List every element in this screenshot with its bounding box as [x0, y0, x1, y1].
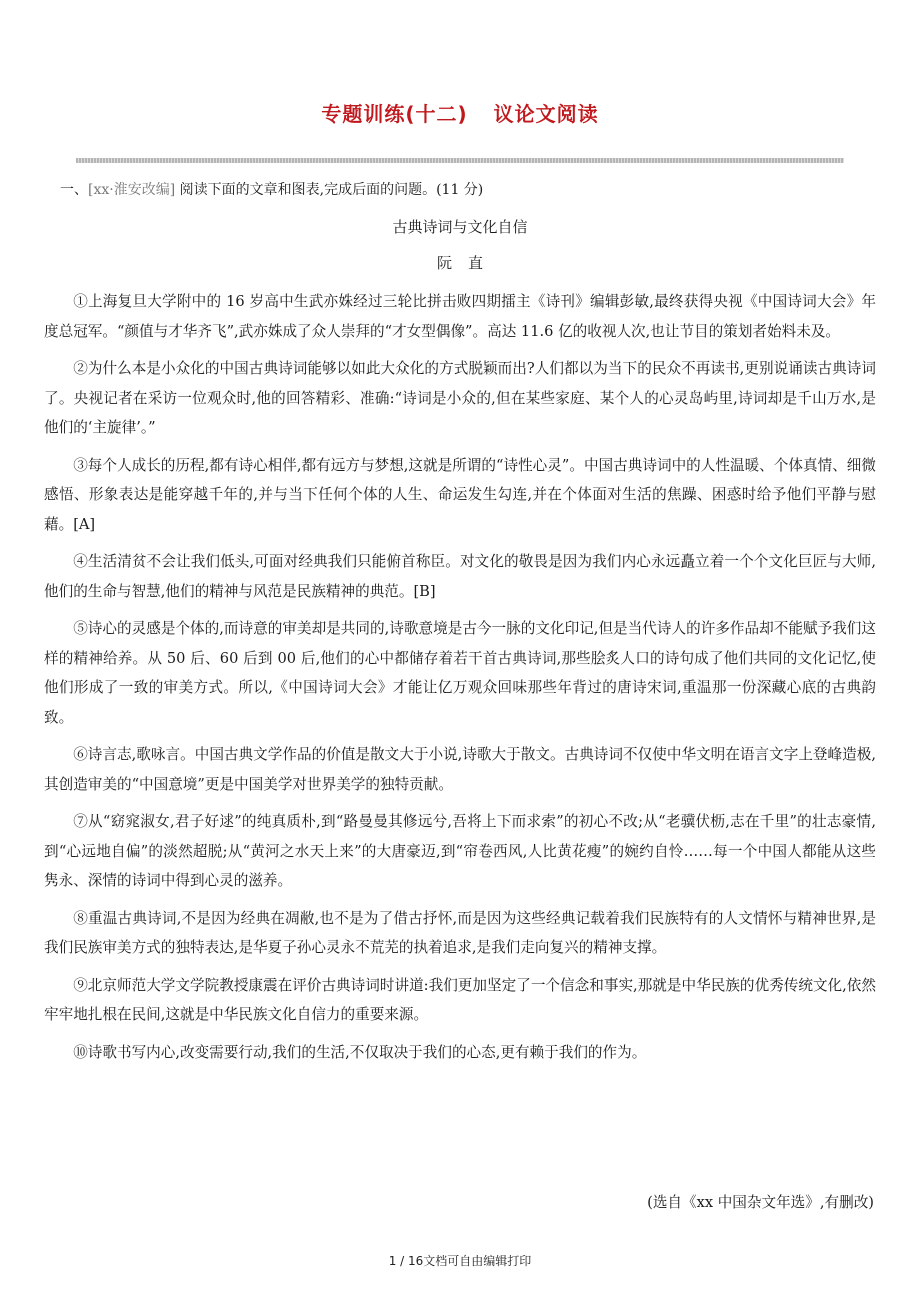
paragraph-3: ③每个人成长的历程,都有诗心相伴,都有远方与梦想,这就是所谓的“诗性心灵”。中国古典诗词中的人性温暖、个体真情、细微感悟、形象表达是能穿越千年的,并与当下任何个体的人生、命运发生勾连,并在个体面对生活的焦躁、困惑时给予他们平静与慰藉。[A]	[44, 456, 876, 533]
paragraph-9: ⑨北京师范大学文学院教授康震在评价古典诗词时讲道:我们更加坚定了一个信念和事实,那就是中华民族的优秀传统文化,依然牢牢地扎根在民间,这就是中华民族文化自信力的重要来源。	[44, 976, 876, 1023]
page-title	[0, 98, 920, 127]
article-title: 古典诗词与文化自信	[392, 218, 528, 236]
paragraph-1: ①上海复旦大学附中的 16 岁高中生武亦姝经过三轮比拼击败四期擂主《诗刊》编辑彭敏,最终获得央视《中国诗词大会》年度总冠军。“颜值与才华齐飞”,武亦姝成了众人崇拜的“才女型偶像”。高达 11.6 亿的收视人次,也让节目的策划者始料未及。	[44, 293, 876, 340]
paragraph-7: ⑦从“窈窕淑女,君子好逑”的纯真质朴,到“路曼曼其修远兮,吾将上下而求索”的初心不改;从“老骥伏枥,志在千里”的壮志豪情,到“心远地自偏”的淡然超脱;从“黄河之水天上来”的大唐豪迈,到“帘卷西风,人比黄花瘦”的婉约自怜……每一个中国人都能从这些隽永、深情的诗词中得到心灵的滋养。	[44, 813, 876, 889]
article-body	[44, 287, 876, 1075]
paragraph-2: ②为什么本是小众化的中国古典诗词能够以如此大众化的方式脱颖而出?人们都以为当下的民众不再读书,更别说诵读古典诗词了。央视记者在采访一位观众时,他的回答精彩、准确:“诗词是小众的,但在某些家庭、某个人的心灵岛屿里,诗词却是千山万水,是他们的‘主旋律’。”	[44, 360, 876, 436]
question-number: 一、	[60, 182, 88, 198]
page-footer: 1 / 16文档可自由编辑打印	[388, 1254, 532, 1268]
paragraph-5: ⑤诗心的灵感是个体的,而诗意的审美却是共同的,诗歌意境是古今一脉的文化印记,但是当代诗人的许多作品却不能赋予我们这样的精神给养。从 50 后、60 后到 00 后,他们的心中都储存着若干首古典诗词,那些脍炙人口的诗句成了他们共同的文化记忆,使他们形成了一致的审美方式。所以,《中国诗词大会》才能让亿万观众回味那些年背过的唐诗宋词,重温那一份深藏心底的古典韵致。	[44, 620, 876, 726]
paragraph-10: ⑩诗歌书写内心,改变需要行动,我们的生活,不仅取决于我们的心态,更有赖于我们的作为。	[73, 1043, 647, 1061]
article-author: 阮直	[436, 254, 499, 272]
title-divider	[76, 158, 844, 163]
title-topic: 议论文阅读	[493, 102, 599, 126]
paragraph-4: ④生活清贫不会让我们低头,可面对经典我们只能俯首称臣。对文化的敬畏是因为我们内心永远矗立着一个个文化巨匠与大师,他们的生命与智慧,他们的精神与风范是民族精神的典范。[B]	[44, 553, 876, 600]
question-source: [xx·淮安改编]	[88, 182, 176, 198]
title-series: 专题训练(十二)	[321, 102, 468, 126]
question-instruction: 阅读下面的文章和图表,完成后面的问题。(11 分)	[179, 182, 484, 198]
paragraph-8: ⑧重温古典诗词,不是因为经典在凋敝,也不是为了借古抒怀,而是因为这些经典记载着我们民族特有的人文情怀与精神世界,是我们民族审美方式的独特表达,是华夏子孙心灵永不荒芜的执着追求,是我们走向复兴的精神支撑。	[44, 909, 876, 956]
article-citation: (选自《xx 中国杂文年选》,有删改)	[647, 1194, 874, 1211]
paragraph-6: ⑥诗言志,歌咏言。中国古典文学作品的价值是散文大于小说,诗歌大于散文。古典诗词不仅使中华文明在语言文字上登峰造极,其创造审美的“中国意境”更是中国美学对世界美学的独特贡献。	[44, 746, 876, 793]
question-prompt	[60, 180, 880, 200]
